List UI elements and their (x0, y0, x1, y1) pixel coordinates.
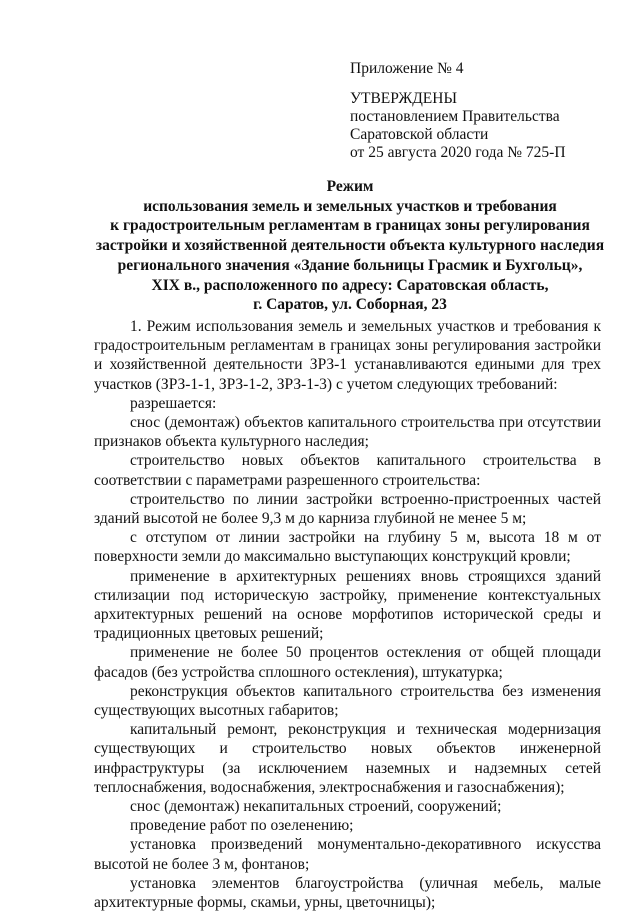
paragraph: снос (демонтаж) некапитальных строений, сооружений; (130, 798, 502, 816)
title-line: застройки и хозяйственной деятельности объекта культурного наследия (95, 237, 605, 255)
title-line: г. Саратов, ул. Соборная, 23 (253, 296, 447, 314)
approval-line-2: Саратовской области (350, 126, 489, 143)
paragraph: с отступом от линии застройки на глубину 5 м, высота 18 м от поверхности земли до максимально выступающих конструкций кровли; (94, 529, 601, 566)
paragraph: реконструкция объектов капитального строительства без изменения существующих высотных габаритов; (94, 682, 601, 720)
paragraph: капитальный ремонт, реконструкция и техническая модернизация существующих и строительство новых объектов инженерной инфраструктуры (за исключением наземных и надземных сетей теплоснабжения, водоснабжения, электроснабжения и газоснабжения); (94, 721, 601, 796)
title-line: к градостроительным регламентам в границах зоны регулирования (110, 217, 590, 235)
paragraph: строительство по линии застройки встроенно-пристроенных частей зданий высотой не более 9,3 м до карниза глубиной не менее 5 м; (94, 490, 601, 528)
approval-block (350, 60, 620, 162)
paragraph: установка элементов благоустройства (уличная мебель, малые архитектурные формы, скамьи, урны, цветочницы); (94, 874, 601, 912)
approval-line-1: постановлением Правительства (350, 108, 560, 125)
paragraph: строительство новых объектов капитального строительства в соответствии с параметрами разрешенного строительства: (94, 452, 601, 489)
paragraph: разрешается: (130, 394, 217, 412)
approved-label: УТВЕРЖДЕНЫ (350, 90, 457, 107)
approval-line-3: от 25 августа 2020 года № 725-П (350, 144, 566, 161)
paragraph: снос (демонтаж) объектов капитального строительства при отсутствии признаков объекта культурного наследия; (94, 414, 601, 451)
title-line: регионального значения «Здание больницы Грасмик и Бухгольц», (117, 256, 583, 274)
document-body (94, 317, 601, 912)
paragraph: установка произведений монументально-декоративного искусства высотой не более 3 м, фонтанов; (94, 836, 601, 873)
paragraph: применение в архитектурных решениях вновь строящихся зданий стилизации под историческую застройку, применение контекстуальных архитектурных решений на основе морфотипов исторической среды и традиционных цветовых решений; (94, 567, 601, 643)
document-title (92, 177, 608, 315)
paragraph: проведение работ по озеленению; (130, 817, 354, 835)
paragraph: применение не более 50 процентов остекления от общей площади фасадов (без устройства сплошного остекления), штукатурка; (94, 644, 601, 681)
annex-label: Приложение № 4 (350, 60, 464, 77)
title-line: XIX в., расположенного по адресу: Саратовская область, (151, 276, 549, 294)
title-line: Режим (326, 178, 374, 195)
paragraph: 1. Режим использования земель и земельных участков и требования к градостроительным регламентам в границах зоны регулирования застройки и хозяйственной деятельности ЗРЗ-1 устанавливаются едиными для трех участков (ЗРЗ-1-1, ЗРЗ-1-2, ЗРЗ-1-3) с учетом следующих требований: (94, 318, 601, 393)
spacer (350, 78, 620, 90)
title-line: использования земель и земельных участков и требования (143, 197, 557, 215)
